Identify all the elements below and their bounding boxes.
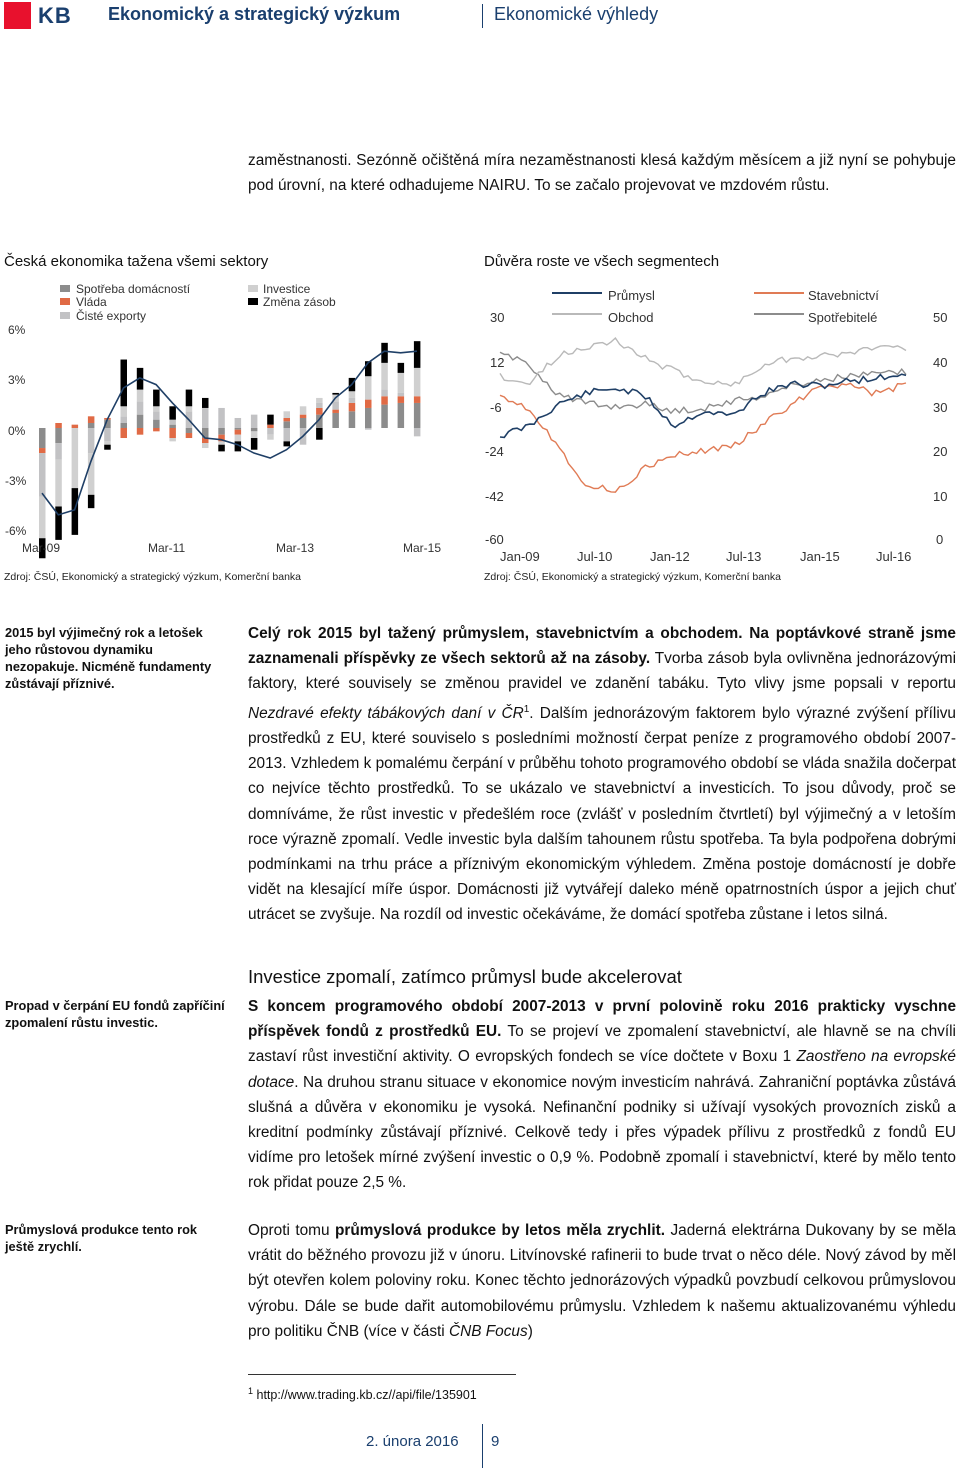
c1-bar-segment [381, 396, 388, 404]
c1-bar-segment [153, 420, 160, 428]
c1-bar-segment [300, 406, 307, 414]
c1-bar-segment [349, 411, 356, 428]
c1-bar-segment [153, 428, 160, 431]
c1-bar-segment [398, 396, 405, 403]
chart1-title: Česká ekonomika tažena všemi sektory [4, 253, 269, 270]
c1-ytick: -3% [5, 474, 27, 488]
para3-italic-ref: ČNB Focus [449, 1322, 528, 1340]
c1-bar-segment [365, 428, 372, 430]
c2-yl-tick: -24 [485, 444, 504, 459]
chart2-source: Zdroj: ČSÚ, Ekonomický a strategický výzkum, Komerční banka [484, 571, 782, 583]
c1-bar-segment [72, 425, 79, 428]
legend-label-vlada: Vláda [76, 295, 107, 309]
c2-yl-tick: -60 [485, 532, 504, 547]
c1-bar-segment [398, 403, 405, 428]
c2-xtick: Jan-09 [500, 549, 540, 564]
c1-bar-segment [316, 408, 323, 415]
c1-bar-segment [121, 416, 128, 423]
c1-ytick: 3% [8, 373, 26, 387]
c2-yl-tick: -42 [485, 489, 504, 504]
c1-bar-segment [267, 428, 274, 435]
legend-swatch-exporty [60, 312, 70, 319]
legend-swatch-investice [248, 285, 258, 292]
c1-bar-segment [414, 396, 421, 403]
c1-bar-segment [235, 428, 242, 430]
c1-bar-segment [39, 428, 46, 448]
c1-bar-segment [332, 413, 339, 428]
c1-bar-segment [365, 376, 372, 399]
c2-yr-tick: 10 [933, 489, 948, 504]
legend-label-exporty: Čisté exporty [76, 309, 147, 323]
chart1-source: Zdroj: ČSÚ, Ekonomický a strategický výzkum, Komerční banka [4, 571, 302, 583]
legend-label-spotrebitele: Spotřebitelé [808, 310, 878, 325]
c1-ytick: 6% [8, 323, 26, 337]
c1-bar-segment [88, 428, 95, 453]
c1-bar-segment [39, 453, 46, 496]
legend-swatch-spotreba [60, 285, 70, 292]
c1-bar-segment [267, 425, 274, 428]
c1-bar-segment [398, 373, 405, 393]
c1-bar-segment [186, 390, 193, 407]
chart1-area [0, 276, 470, 566]
c1-bar-segment [284, 411, 291, 418]
c1-bar-segment [202, 398, 209, 408]
c1-xtick: Mar-15 [403, 541, 442, 555]
c2-yr-tick: 30 [933, 400, 948, 415]
para2-text: To se projeví ve zpomalení stavebnictví, ale hlavně se na chvíli zastaví růst investiční aktivity. O evropských fondech se více dočtete v Boxu 1 [248, 1023, 956, 1066]
footnote-number: 1 [248, 1386, 254, 1396]
legend-swatch-zasoby [248, 298, 258, 305]
c2-xtick: Jul-16 [876, 549, 912, 564]
intro-paragraph: zaměstnanosti. Sezónně očištěná míra nezaměstnanosti klesá každým měsícem a již nyní se pohybuje pod úrovní, na které odhadujeme NAIRU. To se začalo projevovat ve mzdovém růstu. [248, 152, 956, 195]
para2-italic-ref: Zaostřeno na evropské dotace [248, 1048, 956, 1091]
c1-bar-segment [218, 408, 225, 428]
c2-xtick: Jan-12 [650, 549, 690, 564]
c1-bar-segment [251, 438, 258, 450]
c2-xtick: Jan-15 [800, 549, 840, 564]
para2-bold: S koncem programového období 2007-2013 v první polovině roku 2016 prakticky vyschne příspěvek fondů z prostředků EU. [248, 998, 956, 1041]
c2-yr-tick: 0 [936, 532, 944, 547]
c1-bar-segment [39, 448, 46, 453]
c2-yr-tick: 40 [933, 355, 948, 370]
para3-bold: průmyslová produkce by letos měla zrychlit. [335, 1222, 665, 1239]
c1-bar-segment [137, 401, 144, 414]
c1-bar-segment [55, 423, 62, 428]
c1-xtick: Mar-09 [22, 541, 61, 555]
c2-yr-tick: 20 [933, 444, 948, 459]
c1-bar-segment [186, 433, 193, 438]
para2-text-2: . Na druhou stranu situace v ekonomice novým investicím nahrává. Zahraniční poptávka zůstává slušná a důvěra v ekonomiku je vysoká. Nefinanční podniky si užívají vysokých provozních zisků a kreditní podmínky zůstávají příznivé. Celkově tedy i přes výpadek přílivu z prostředků z fondů EU vidíme pro letošek mírné zvýšení investic o 0,9 %. Podobně zpomalí i stavebnictví, které by mělo tento rok přidat pouze 2,5 %. [248, 1073, 956, 1192]
c1-bar-segment [121, 360, 128, 407]
c1-bar-segment [349, 398, 356, 403]
c1-bar-segment [88, 495, 95, 508]
header-title: Ekonomický a strategický výzkum [108, 4, 401, 24]
kb-logo: KB [38, 3, 72, 28]
c1-bar-segment [267, 415, 274, 425]
legend-label-prumysl: Průmysl [608, 288, 655, 303]
c1-ytick: 0% [8, 424, 26, 438]
c1-bar-segment [202, 408, 209, 428]
c1-bar-segment [381, 363, 388, 390]
c1-bar-segment [88, 416, 95, 423]
c1-bar-segment [349, 391, 356, 398]
c1-bar-segment [251, 431, 258, 438]
footnote-link[interactable]: http://www.trading.kb.cz//api/file/135901 [256, 1388, 477, 1403]
c1-bar-segment [121, 423, 128, 428]
c1-bar-segment [39, 496, 46, 538]
c1-bar-segment [169, 425, 176, 428]
c1-bar-segment [332, 401, 339, 409]
c1-bar-segment [55, 428, 62, 443]
c1-bar-segment [316, 428, 323, 440]
c1-bar-segment [332, 393, 339, 395]
footnote [248, 1386, 477, 1402]
c1-bar-segment [137, 390, 144, 402]
c1-bar-segment [55, 443, 62, 460]
c1-bar-segment [365, 408, 372, 428]
c1-bar-segment [284, 441, 291, 446]
legend-label-investice: Investice [263, 282, 311, 296]
side-note-1: 2015 byl výjimečný rok a letošek jeho růstovou dynamiku nezopakuje. Nicméně fundamenty zůstávají příznivé. [5, 625, 212, 691]
c1-bar-segment [267, 435, 274, 440]
header-divider [482, 4, 483, 28]
c1-bar-segment [251, 415, 258, 428]
paragraph-2 [248, 994, 956, 1196]
c1-bar-segment [121, 406, 128, 416]
c1-bar-segment [316, 398, 323, 403]
c1-bar-segment [169, 438, 176, 441]
c2-yr-tick: 50 [933, 310, 948, 325]
legend-label-zasoby: Změna zásob [263, 295, 336, 309]
legend-label-spotreba: Spotřeba domácností [76, 282, 191, 296]
c1-bar-segment [121, 428, 128, 438]
c1-bar-segment [153, 390, 160, 407]
c1-bar-segment [202, 443, 209, 448]
c1-bar-segment [284, 421, 291, 428]
c1-bar-segment [104, 441, 111, 444]
stavebnictvi-line [500, 383, 906, 492]
c1-bar-segment [169, 420, 176, 425]
c1-bar-segment [55, 460, 62, 507]
header-subtitle: Ekonomické výhledy [494, 4, 659, 24]
side-note-3: Průmyslová produkce tento rok ještě zrychlí. [5, 1222, 198, 1254]
c1-bar-segment [284, 428, 291, 441]
c2-yl-tick: -6 [490, 400, 502, 415]
para1-text: Tvorba zásob byla ovlivněna jednorázovými faktory, které souvisely se změnou pravidel ve zdanění tabáku. Tyto vlivy jsme popsali v reportu [248, 650, 956, 693]
prumysl-line [500, 374, 906, 437]
c1-bar-segment [398, 363, 405, 373]
c1-bar-segment [137, 428, 144, 435]
paragraph-1 [248, 621, 956, 928]
c2-yl-tick: 12 [490, 355, 505, 370]
para3-text: Jaderná elektrárna Dukovany by se měla vrátit do běžného provozu již v únoru. Litvínovské rafinerii to bude trvat o něco déle. Nový závod by měl být otevřen kolem poloviny roku. Konec těchto jednorázových výpadků povzbudí celkovou průmyslovou výrobu. Dále se bude dařit automobilovému průmyslu. Vzhledem k našemu aktualizovanému výhledu pro politiku ČNB (více v části [248, 1222, 956, 1340]
c1-bar-segment [235, 430, 242, 435]
c1-xtick: Mar-13 [276, 541, 315, 555]
c1-bar-segment [284, 418, 291, 421]
c1-bar-segment [349, 403, 356, 411]
para3-text-0: Oproti tomu [248, 1222, 336, 1239]
para1-italic-ref: Nezdravé efekty tábákových daní v ČR [248, 704, 524, 722]
legend-label-obchod: Obchod [608, 310, 654, 325]
c1-bar-segment [332, 410, 339, 413]
c1-bar-segment [186, 406, 193, 411]
c1-bar-segment [381, 405, 388, 428]
c1-bar-segment [300, 418, 307, 428]
c1-bar-segment [72, 488, 79, 535]
footnote-rule [248, 1374, 516, 1375]
c1-ytick: -6% [5, 524, 27, 538]
c1-bar-segment [316, 403, 323, 408]
section-heading: Investice zpomalí, zatímco průmysl bude akcelerovat [248, 966, 682, 987]
c1-bar-segment [414, 341, 421, 368]
c1-bar-segment [381, 390, 388, 397]
c1-bar-segment [235, 418, 242, 428]
c1-bar-segment [365, 400, 372, 408]
chart2-title: Důvěra roste ve všech segmentech [484, 253, 720, 270]
c2-xtick: Jul-10 [577, 549, 613, 564]
c1-bar-segment [218, 428, 225, 435]
c2-xtick: Jul-13 [726, 549, 762, 564]
c1-bar-segment [153, 411, 160, 419]
c1-bar-segment [414, 403, 421, 428]
para1-text-2: . Dalším jednorázovým faktorem bylo výrazné zvýšení přílivu prostředků z EU, které souviselo s posledními možností čerpat peníze z programového období 2007-2013. Vzhledem k pomalému čerpání v průběhu tohoto programového období se vláda snažila dočerpat co nejvíce těchto prostředků. To se ukázalo ve stavebnictví a investicích. To jsou důvody, proč se domníváme, že růst investic v předešlém roce (zvlášť v posledním čtvrtletí) byl výjimečný a v letoším roce výrazně zpomalí. Vedle investic byla dalším tahounem růstu spotřeba. Ta byla podpořena dobrými podmínkami na trhu práce a příznivým ekonomickým výhledem. Změna postoje domácností je dobře vidět na klesající míře úspor. Domácnosti již vytvářejí daleko méně opatrnostních úspor a jejich chuť utrácet se zvyšuje. Na rozdíl od investic očekáváme, že domácí spotřeba zůstane i letos silná. [248, 704, 956, 924]
c1-bar-segment [414, 368, 421, 396]
page-number: 9 [491, 1433, 500, 1450]
side-note-2: Propad v čerpání EU fondů zapříčiní zpomalení růstu investic. [5, 998, 225, 1030]
c1-bar-segment [398, 393, 405, 396]
c1-bar-segment [104, 445, 111, 450]
c1-xtick: Mar-11 [148, 541, 186, 555]
c1-bar-segment [251, 428, 258, 431]
c1-bar-segment [235, 435, 242, 442]
c1-bar-segment [414, 428, 421, 436]
chart2-area [478, 276, 958, 571]
footer-divider [482, 1424, 483, 1468]
c1-bar-segment [218, 445, 225, 452]
para1-bold: Celý rok 2015 byl tažený průmyslem, stavebnictvím a obchodem. Na poptávkové straně jsme zaznamenali příspěvky ze všech sektorů až na zásoby. [248, 625, 956, 668]
c2-yl-tick: 30 [490, 310, 505, 325]
c1-bar-segment [169, 428, 176, 438]
c1-bar-segment [186, 428, 193, 433]
kb-logo-mark [4, 2, 31, 29]
para1-footnote-ref[interactable]: 1 [523, 703, 530, 715]
c1-bar-segment [153, 406, 160, 411]
legend-label-stavebnictvi: Stavebnictví [808, 288, 879, 303]
page-date: 2. února 2016 [366, 1433, 459, 1450]
c1-bar-segment [104, 428, 111, 441]
c1-bar-segment [72, 428, 79, 488]
legend-swatch-vlada [60, 298, 70, 305]
c1-bar-segment [137, 415, 144, 428]
paragraph-3 [248, 1218, 956, 1344]
c1-bar-segment [88, 423, 95, 428]
c1-bar-segment [218, 441, 225, 444]
c1-bar-segment [169, 406, 176, 419]
gdp-line [42, 351, 417, 515]
c1-bar-segment [300, 415, 307, 418]
para3-text-2: ) [527, 1322, 533, 1340]
